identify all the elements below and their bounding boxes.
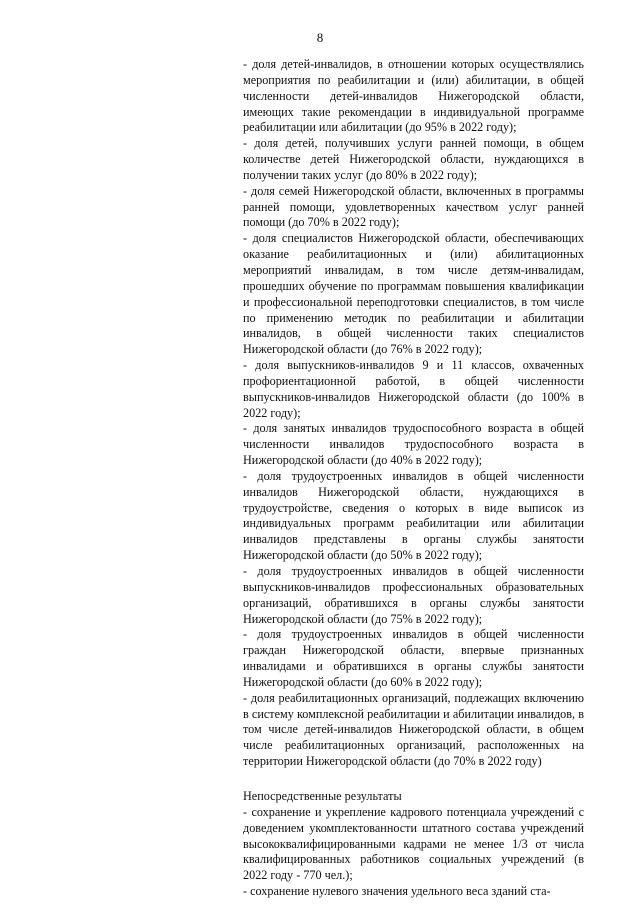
indicator-item: - доля выпускников-инвалидов 9 и 11 классов, охваченных профориентационной работой, в общей численности выпускников-инвалидов Нижегородской области (до 100% в 2022 году); [243,358,584,420]
indicator-item: - доля детей-инвалидов, в отношении которых осуществлялись мероприятия по реабилитации и (или) абилитации, в общей численности детей-инвалидов Нижегородской области, имеющих такие рекомендации в индивидуальной программе реабилитации или абилитации (до 95% в 2022 году); [243,57,584,135]
result-item: - сохранение нулевого значения удельного веса зданий ста- [243,884,551,899]
section-spacer [243,770,584,789]
indicator-item: - доля трудоустроенных инвалидов в общей численности граждан Нижегородской области, впервые признанных инвалидами и обратившихся в органы службы занятости Нижегородской области (до 60% в 2022 году); [243,627,584,689]
page-number: 8 [316,30,324,45]
indicator-item: - доля реабилитационных организаций, подлежащих включению в систему комплексной реабилитации и абилитации инвалидов, в том числе детей-инвалидов Нижегородской области, в общем числе реабилитационных организаций, расположенных на территории Нижегородской области (до 70% в 2022 году) [243,690,584,769]
section-heading: Непосредственные результаты [243,788,402,803]
indicator-item: - доля трудоустроенных инвалидов в общей численности инвалидов Нижегородской области, нуждающихся в трудоустройстве, сведения о которых в виде выписок из индивидуальных программ реабилитации или абилитации инвалидов представлены в органы службы занятости Нижегородской области (до 50% в 2022 году); [243,468,584,563]
result-item: - сохранение и укрепление кадрового потенциала учреждений с доведением укомплектованности штатного состава учреждений высококвалифицированными кадрами не менее 1/3 от числа квалифицированных работников социальных учреждений (в 2022 году - 770 чел.); [243,804,584,883]
indicator-item: - доля занятых инвалидов трудоспособного возраста в общей численности инвалидов трудоспособного возраста в Нижегородской области (до 40% в 2022 году); [243,421,584,468]
indicator-item: - доля специалистов Нижегородской области, обеспечивающих оказание реабилитационных и (или) абилитационных мероприятий инвалидам, в том числе детям-инвалидам, прошедших обучение по программам повышения квалификации и профессиональной переподготовки специалистов, в том числе по применению методик по реабилитации и абилитации инвалидов, в общей численности таких специалистов Нижегородской области (до 76% в 2022 году); [243,231,584,357]
indicator-item: - доля детей, получивших услуги ранней помощи, в общем количестве детей Нижегородской области, нуждающихся в получении таких услуг (до 80% в 2022 году); [243,136,584,182]
indicator-item: - доля трудоустроенных инвалидов в общей численности выпускников-инвалидов профессиональных образовательных организаций, обратившихся в органы службы занятости Нижегородской области (до 75% в 2022 году); [243,564,584,626]
page-body [243,57,584,900]
indicator-item: - доля семей Нижегородской области, включенных в программы ранней помощи, удовлетворенных качеством услуг ранней помощи (до 70% в 2022 году); [243,183,584,230]
